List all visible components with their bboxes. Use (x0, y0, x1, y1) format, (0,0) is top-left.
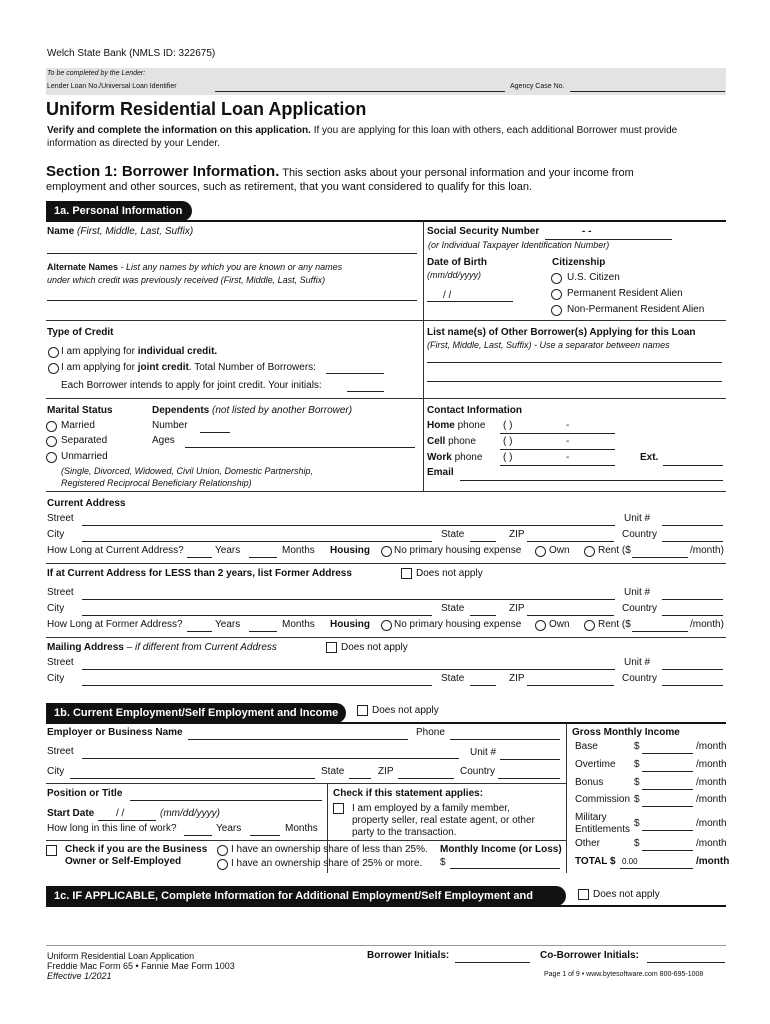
cell-phone-field[interactable] (500, 449, 615, 450)
employer-zip-field[interactable] (398, 778, 454, 779)
agency-case-label: Agency Case No. (510, 83, 565, 90)
cell-phone-label (427, 436, 476, 447)
name-field[interactable] (47, 253, 417, 254)
marital-hint-2: Registered Reciprocal Beneficiary Relationship) (61, 478, 252, 488)
additional-does-not-apply-label: Does not apply (593, 889, 660, 900)
former-no-housing-radio[interactable] (381, 620, 392, 631)
current-unit-field[interactable] (662, 525, 723, 526)
employer-zip-label: ZIP (378, 766, 394, 777)
other-borrowers-field-1[interactable] (427, 362, 722, 363)
how-long-former-months-label: Months (282, 619, 315, 630)
statement-line-2: property seller, real estate agent, or other (352, 815, 535, 826)
lender-box-instruction: To be completed by the Lender: (47, 70, 146, 77)
employer-label: Employer or Business Name (47, 727, 183, 738)
credit-joint-label (61, 362, 316, 373)
former-unit-label: Unit # (624, 587, 651, 598)
mailing-unit-label: Unit # (624, 657, 651, 668)
current-own-radio[interactable] (535, 546, 546, 557)
marital-separated-radio[interactable] (46, 436, 57, 447)
total-borrowers-field[interactable] (326, 373, 384, 374)
additional-does-not-apply-checkbox[interactable] (578, 889, 589, 900)
former-does-not-apply-checkbox[interactable] (401, 568, 412, 579)
income-military-label-1: Military (575, 812, 607, 823)
intro-line-2: information as directed by your Lender. (47, 138, 220, 149)
dependents-label: Dependents (152, 405, 210, 416)
rule-current-address (46, 491, 726, 492)
how-long-line-months-label: Months (285, 823, 318, 834)
start-date-label: Start Date (47, 808, 95, 819)
employer-field[interactable] (188, 739, 408, 740)
income-military-dollar: $ (634, 818, 640, 829)
income-commission-label: Commission (575, 794, 631, 805)
marital-separated-label: Separated (61, 435, 108, 446)
credit-individual-label (61, 346, 217, 357)
dependents-label-row (152, 405, 352, 416)
ssn-label: Social Security Number (427, 226, 540, 237)
cell-phone-dash: - (566, 436, 570, 447)
share-less-label: I have an ownership share of less than 25%. (231, 844, 428, 855)
name-label-row (47, 226, 193, 237)
current-city-label: City (47, 529, 65, 540)
start-date-slashes: / / (116, 808, 125, 819)
mailing-address-label: Mailing Address (47, 642, 124, 653)
income-overtime-unit: /month (696, 759, 727, 770)
mailing-country-field[interactable] (662, 685, 723, 686)
dob-slashes: / / (443, 290, 452, 301)
how-long-current-years-field[interactable] (187, 557, 212, 558)
income-base-dollar: $ (634, 741, 640, 752)
income-total-field[interactable] (620, 868, 693, 869)
current-street-field[interactable] (82, 525, 615, 526)
citizenship-label: Citizenship (552, 257, 606, 268)
divider-gross-income (566, 723, 567, 873)
income-total-value: 0.00 (622, 857, 638, 866)
business-owner-checkbox[interactable] (46, 845, 57, 856)
how-long-former-years-field[interactable] (187, 631, 212, 632)
divider-type-credit (423, 321, 424, 398)
income-military-field[interactable] (642, 830, 693, 831)
ssn-dashes: - - (582, 226, 592, 237)
marital-unmarried-radio[interactable] (46, 452, 57, 463)
current-no-housing-radio[interactable] (381, 546, 392, 557)
employer-country-field[interactable] (498, 778, 560, 779)
email-label: Email (427, 467, 454, 478)
footer-form-ids: Freddie Mac Form 65 • Fannie Mae Form 1003 (47, 961, 235, 971)
employer-city-label: City (47, 766, 65, 777)
rule-marital (46, 398, 726, 399)
mailing-zip-label: ZIP (509, 673, 525, 684)
home-phone-field[interactable] (500, 433, 615, 434)
alt-names-field[interactable] (47, 300, 417, 301)
mailing-does-not-apply-label: Does not apply (341, 642, 408, 653)
former-street-field[interactable] (82, 599, 615, 600)
other-borrowers-label: List name(s) of Other Borrower(s) Applying for this Loan (427, 327, 696, 338)
monthly-income-loss-label: Monthly Income (or Loss) (440, 844, 562, 855)
work-phone-field[interactable] (500, 465, 615, 466)
current-zip-label: ZIP (509, 529, 525, 540)
section1-desc-1: This section asks about your personal information and your income from (282, 167, 634, 179)
tab-1a-rule (46, 220, 726, 222)
employer-state-field[interactable] (349, 778, 371, 779)
marital-unmarried-label: Unmarried (61, 451, 108, 462)
dependents-number-label: Number (152, 420, 188, 431)
position-label: Position or Title (47, 788, 123, 799)
income-base-label: Base (575, 741, 598, 752)
income-bonus-dollar: $ (634, 777, 640, 788)
citizenship-permanent-radio[interactable] (551, 289, 562, 300)
borrower-initials-label: Borrower Initials: (367, 950, 450, 961)
income-other-label: Other (575, 838, 601, 849)
home-phone-bold: Home (427, 420, 455, 431)
intro-bold: Verify and complete the information on this application. (47, 125, 311, 136)
mailing-city-label: City (47, 673, 65, 684)
former-housing-label: Housing (330, 619, 370, 630)
ext-label: Ext. (640, 452, 659, 463)
current-unit-label: Unit # (624, 513, 651, 524)
citizenship-us-radio[interactable] (551, 273, 562, 284)
dob-hint: (mm/dd/yyyy) (427, 270, 481, 280)
employer-street-label: Street (47, 746, 74, 757)
footer-effective: Effective 1/2021 (47, 971, 112, 981)
former-rent-unit: /month) (690, 619, 724, 630)
ssn-hint: (or Individual Taxpayer Identification Number) (428, 240, 610, 250)
dependents-ages-field[interactable] (185, 447, 415, 448)
how-long-current-label: How Long at Current Address? (47, 545, 184, 556)
family-member-checkbox[interactable] (333, 803, 344, 814)
mailing-address-hint: – if different from Current Address (123, 642, 277, 653)
former-city-field[interactable] (82, 615, 432, 616)
start-date-hint: (mm/dd/yyyy) (160, 808, 220, 819)
current-street-label: Street (47, 513, 74, 524)
home-phone-dash: - (566, 420, 570, 431)
former-country-label: Country (622, 603, 658, 614)
income-overtime-dollar: $ (634, 759, 640, 770)
former-state-field[interactable] (470, 615, 496, 616)
dependents-hint: (not listed by another Borrower) (212, 405, 353, 416)
former-rent-field[interactable] (632, 631, 688, 632)
work-phone-label (427, 452, 482, 463)
income-commission-dollar: $ (634, 794, 640, 805)
citizenship-nonpermanent-radio[interactable] (551, 305, 562, 316)
other-borrowers-field-2[interactable] (427, 381, 722, 382)
current-own-label: Own (549, 545, 570, 556)
joint-initials-label: Each Borrower intends to apply for joint credit. Your initials: (61, 380, 322, 391)
joint-initials-field[interactable] (347, 391, 384, 392)
rule-type-credit (46, 320, 726, 321)
lender-loan-no-label: Lender Loan No./Universal Loan Identifier (47, 83, 177, 90)
rule-former-address (46, 563, 726, 564)
rule-mailing-address (46, 637, 726, 638)
mailing-does-not-apply-checkbox[interactable] (326, 642, 337, 653)
income-commission-unit: /month (696, 794, 727, 805)
alt-names-row-1 (47, 262, 342, 272)
name-label: Name (47, 226, 75, 237)
tab-1b-rule (46, 722, 726, 724)
how-long-current-months-label: Months (282, 545, 315, 556)
work-phone-word: phone (451, 452, 483, 463)
footer-rule (46, 945, 726, 946)
work-phone-bold: Work (427, 452, 452, 463)
form-title: Uniform Residential Loan Application (46, 99, 367, 119)
mailing-address-label-row (47, 642, 277, 653)
current-rent-label: Rent ($ (598, 545, 631, 556)
intro-rest-1: If you are applying for this loan with others, each additional Borrower must provide (313, 125, 678, 136)
dob-field[interactable] (427, 301, 513, 302)
employment-does-not-apply-label: Does not apply (372, 705, 439, 716)
section1-desc-2: employment and other sources, such as retirement, that you want considered to qualify for this loan. (46, 181, 533, 193)
current-zip-field[interactable] (527, 541, 614, 542)
monthly-income-loss-field[interactable] (450, 868, 560, 869)
alt-names-hint-2: under which credit was previously received (First, Middle, Last, Suffix) (47, 275, 326, 285)
employer-phone-field[interactable] (450, 739, 560, 740)
email-field[interactable] (460, 480, 723, 481)
statement-line-1: I am employed by a family member, (352, 803, 510, 814)
tab-1c-additional-employment: 1c. IF APPLICABLE, Complete Information for Additional Employment/Self Employment and Income (46, 886, 566, 906)
dob-label: Date of Birth (427, 257, 487, 268)
credit-joint-bold: joint credit (137, 362, 189, 373)
citizenship-us-label: U.S. Citizen (567, 272, 620, 283)
tab-1b-employment: 1b. Current Employment/Self Employment and Income (46, 703, 346, 723)
income-commission-field[interactable] (642, 806, 693, 807)
divider-marital (423, 399, 424, 491)
mailing-zip-field[interactable] (527, 685, 614, 686)
business-owner-label-1: Check if you are the Business (65, 844, 208, 855)
former-address-label: If at Current Address for LESS than 2 years, list Former Address (47, 568, 352, 579)
cell-phone-word: phone (445, 436, 476, 447)
credit-joint-radio[interactable] (48, 363, 59, 374)
tab-1a-personal-information: 1a. Personal Information (46, 201, 192, 221)
former-country-field[interactable] (662, 615, 723, 616)
former-no-housing-label: No primary housing expense (394, 619, 522, 630)
contact-info-label: Contact Information (427, 405, 522, 416)
how-long-former-months-field[interactable] (249, 631, 277, 632)
agency-case-field[interactable] (570, 91, 725, 92)
how-long-former-label: How Long at Former Address? (47, 619, 183, 630)
position-field[interactable] (130, 800, 322, 801)
current-no-housing-label: No primary housing expense (394, 545, 522, 556)
borrower-initials-field[interactable] (455, 962, 530, 963)
rule-position (46, 783, 566, 784)
income-base-field[interactable] (642, 753, 693, 754)
income-other-dollar: $ (634, 838, 640, 849)
divider-1a-top (423, 221, 424, 321)
current-country-label: Country (622, 529, 658, 540)
citizenship-permanent-label: Permanent Resident Alien (567, 288, 683, 299)
bank-header: Welch State Bank (NMLS ID: 322675) (47, 48, 216, 59)
monthly-income-loss-dollar: $ (440, 857, 446, 868)
home-phone-parens: ( ) (503, 420, 513, 431)
alt-names-label: Alternate Names (47, 262, 119, 272)
marital-label: Marital Status (47, 405, 113, 416)
former-own-radio[interactable] (535, 620, 546, 631)
other-borrowers-hint: (First, Middle, Last, Suffix) - Use a separator between names (427, 340, 670, 350)
employer-street-field[interactable] (82, 758, 459, 759)
mailing-street-field[interactable] (82, 669, 615, 670)
start-date-field[interactable] (98, 820, 156, 821)
income-base-unit: /month (696, 741, 727, 752)
home-phone-label (427, 420, 485, 431)
footer-form-name: Uniform Residential Loan Application (47, 951, 195, 961)
former-unit-field[interactable] (662, 599, 723, 600)
how-long-line-months-field[interactable] (250, 835, 280, 836)
intro-line-1 (47, 125, 677, 136)
credit-joint-pre: I am applying for (61, 362, 138, 373)
coborrower-initials-label: Co-Borrower Initials: (540, 950, 639, 961)
how-long-current-years-label: Years (215, 545, 241, 556)
income-military-label-2: Entitlements (575, 824, 631, 835)
mailing-state-field[interactable] (470, 685, 496, 686)
income-other-field[interactable] (642, 850, 693, 851)
current-country-field[interactable] (662, 541, 723, 542)
former-own-label: Own (549, 619, 570, 630)
mailing-state-label: State (441, 673, 465, 684)
section1-title: Section 1: Borrower Information. (46, 163, 280, 180)
employer-city-field[interactable] (70, 778, 315, 779)
former-zip-label: ZIP (509, 603, 525, 614)
current-address-label: Current Address (47, 498, 126, 509)
income-total-unit: /month (696, 856, 730, 867)
employer-unit-label: Unit # (470, 747, 497, 758)
how-long-current-months-field[interactable] (249, 557, 277, 558)
current-housing-label: Housing (330, 545, 370, 556)
income-bonus-label: Bonus (575, 777, 604, 788)
statement-line-3: party to the transaction. (352, 827, 457, 838)
employer-country-label: Country (460, 766, 496, 777)
former-state-label: State (441, 603, 465, 614)
marital-hint-1: (Single, Divorced, Widowed, Civil Union, Domestic Partnership, (61, 466, 314, 476)
home-phone-word: phone (454, 420, 486, 431)
name-hint: (First, Middle, Last, Suffix) (77, 226, 194, 237)
income-overtime-field[interactable] (642, 771, 693, 772)
dependents-number-field[interactable] (200, 432, 230, 433)
share-more-radio[interactable] (217, 859, 228, 870)
alt-names-hint-1: - List any names by which you are known or any names (118, 262, 343, 272)
dependents-ages-label: Ages (152, 435, 175, 446)
employer-unit-field[interactable] (500, 759, 560, 760)
current-rent-field[interactable] (632, 557, 688, 558)
rule-business-owner (46, 840, 566, 841)
former-rent-label: Rent ($ (598, 619, 631, 630)
work-phone-parens: ( ) (503, 452, 513, 463)
income-other-unit: /month (696, 838, 727, 849)
mailing-country-label: Country (622, 673, 658, 684)
section1-header (46, 163, 634, 180)
coborrower-initials-field[interactable] (647, 962, 725, 963)
mailing-city-field[interactable] (82, 685, 432, 686)
current-state-field[interactable] (470, 541, 496, 542)
how-long-line-label: How long in this line of work? (47, 823, 177, 834)
gross-income-label: Gross Monthly Income (572, 727, 680, 738)
type-credit-label: Type of Credit (47, 327, 114, 338)
tab-1c-rule (46, 905, 726, 907)
former-rent-radio[interactable] (584, 620, 595, 631)
marital-married-label: Married (61, 420, 95, 431)
current-rent-radio[interactable] (584, 546, 595, 557)
income-bonus-field[interactable] (642, 789, 693, 790)
footer-page-info: Page 1 of 9 • www.bytesoftware.com 800-695-1008 (544, 971, 704, 978)
how-long-line-years-label: Years (216, 823, 242, 834)
employment-does-not-apply-checkbox[interactable] (357, 705, 368, 716)
share-less-radio[interactable] (217, 845, 228, 856)
employer-phone-label: Phone (416, 727, 445, 738)
current-state-label: State (441, 529, 465, 540)
ext-field[interactable] (663, 465, 723, 466)
former-city-label: City (47, 603, 65, 614)
income-overtime-label: Overtime (575, 759, 616, 770)
share-more-label: I have an ownership share of 25% or more. (231, 858, 423, 869)
mailing-unit-field[interactable] (662, 669, 723, 670)
credit-joint-post: . Total Number of Borrowers: (188, 362, 316, 373)
cell-phone-bold: Cell (427, 436, 446, 447)
credit-individual-pre: I am applying for (61, 346, 138, 357)
how-long-former-years-label: Years (215, 619, 241, 630)
employer-state-label: State (321, 766, 345, 777)
former-zip-field[interactable] (527, 615, 614, 616)
former-does-not-apply-label: Does not apply (416, 568, 483, 579)
mailing-street-label: Street (47, 657, 74, 668)
check-statement-label: Check if this statement applies: (333, 788, 484, 799)
income-military-unit: /month (696, 818, 727, 829)
marital-married-radio[interactable] (46, 421, 57, 432)
current-city-field[interactable] (82, 541, 432, 542)
work-phone-dash: - (566, 452, 570, 463)
current-rent-unit: /month) (690, 545, 724, 556)
citizenship-nonpermanent-label: Non-Permanent Resident Alien (567, 304, 705, 315)
credit-individual-bold: individual credit. (137, 346, 218, 357)
former-street-label: Street (47, 587, 74, 598)
cell-phone-parens: ( ) (503, 436, 513, 447)
how-long-line-years-field[interactable] (184, 835, 212, 836)
income-bonus-unit: /month (696, 777, 727, 788)
credit-individual-radio[interactable] (48, 347, 59, 358)
business-owner-label-2: Owner or Self-Employed (65, 856, 182, 867)
income-total-label: TOTAL $ (575, 856, 616, 867)
lender-loan-no-field[interactable] (215, 91, 505, 92)
